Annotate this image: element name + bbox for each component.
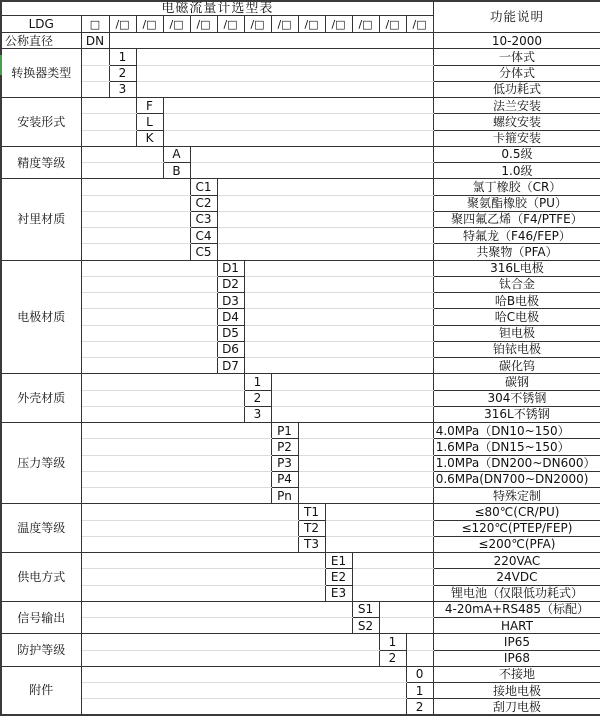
spacer	[81, 666, 406, 682]
spacer	[81, 244, 190, 260]
desc-cell: 1.0级	[433, 163, 600, 179]
spacer	[81, 49, 109, 65]
table-row	[1, 553, 600, 569]
spacer	[81, 650, 379, 666]
code-cell: E3	[325, 585, 352, 601]
table-row	[1, 195, 600, 211]
spacer	[298, 455, 433, 471]
spacer	[406, 634, 433, 650]
table-row	[1, 81, 600, 97]
code-cell: D6	[217, 341, 244, 357]
desc-cell: 低功耗式	[433, 81, 600, 97]
spacer	[163, 98, 433, 114]
spacer	[81, 455, 271, 471]
table-row	[1, 666, 600, 682]
desc-cell: 法兰安装	[433, 98, 600, 114]
code-cell: K	[136, 130, 163, 146]
table-row	[1, 699, 600, 715]
desc-cell: 碳钢	[433, 374, 600, 390]
code-cell: T1	[298, 504, 325, 520]
code-cell: T3	[298, 536, 325, 552]
spacer	[81, 471, 271, 487]
spacer	[81, 260, 217, 276]
spacer	[81, 81, 109, 97]
model-code-slot: /□	[379, 16, 406, 33]
spacer	[379, 618, 433, 634]
table-row	[1, 683, 600, 699]
spacer	[217, 228, 433, 244]
table-row	[1, 618, 600, 634]
desc-column-header: 功能说明	[433, 1, 600, 33]
spacer	[81, 390, 244, 406]
desc-cell: 1.0MPa（DN200~DN600）	[433, 455, 600, 471]
table-row	[1, 504, 600, 520]
table-row	[1, 455, 600, 471]
table-row	[1, 423, 600, 439]
table-row	[1, 276, 600, 292]
table-row	[1, 471, 600, 487]
desc-cell: 铂铱电极	[433, 341, 600, 357]
spacer	[298, 488, 433, 504]
spacer	[81, 163, 163, 179]
spacer	[271, 374, 433, 390]
spacer	[217, 244, 433, 260]
spacer	[379, 601, 433, 617]
table-row	[1, 65, 600, 81]
desc-cell: 特殊定制	[433, 488, 600, 504]
code-cell: D4	[217, 309, 244, 325]
code-cell: 2	[406, 699, 433, 715]
table-row	[1, 309, 600, 325]
model-code-slot: /□	[406, 16, 433, 33]
spacer	[163, 114, 433, 130]
code-cell: P3	[271, 455, 298, 471]
spacer	[81, 488, 271, 504]
code-cell: P2	[271, 439, 298, 455]
desc-cell: HART	[433, 618, 600, 634]
spacer	[81, 293, 217, 309]
code-cell: DN	[81, 33, 109, 49]
code-cell: D2	[217, 276, 244, 292]
model-code-slot: /□	[352, 16, 379, 33]
code-cell: S2	[352, 618, 379, 634]
code-cell: E1	[325, 553, 352, 569]
code-cell: F	[136, 98, 163, 114]
model-code-slot: /□	[298, 16, 325, 33]
model-code-slot: /□	[190, 16, 217, 33]
code-cell: 1	[379, 634, 406, 650]
desc-cell: 钽电极	[433, 325, 600, 341]
desc-cell: 刮刀电极	[433, 699, 600, 715]
desc-cell: 分体式	[433, 65, 600, 81]
code-cell: A	[163, 146, 190, 162]
desc-cell: 钛合金	[433, 276, 600, 292]
table-row	[1, 536, 600, 552]
group-label: 防护等级	[1, 634, 81, 667]
code-cell: 2	[244, 390, 271, 406]
table-row	[1, 374, 600, 390]
desc-cell: IP68	[433, 650, 600, 666]
code-cell: T2	[298, 520, 325, 536]
spacer	[217, 179, 433, 195]
spacer	[81, 276, 217, 292]
model-code-slot: /□	[217, 16, 244, 33]
desc-cell: 220VAC	[433, 553, 600, 569]
table-row	[1, 488, 600, 504]
spacer	[163, 130, 433, 146]
model-prefix: LDG	[1, 16, 81, 33]
table-row	[1, 650, 600, 666]
table-row	[1, 244, 600, 260]
spacer	[81, 358, 217, 374]
table-row	[1, 406, 600, 422]
table-row	[1, 341, 600, 357]
desc-cell: 0.6MPa(DN700~DN2000)	[433, 471, 600, 487]
desc-cell: 螺纹安装	[433, 114, 600, 130]
spacer	[109, 33, 433, 49]
desc-cell: 共聚物（PFA）	[433, 244, 600, 260]
spacer	[81, 65, 109, 81]
spacer	[136, 81, 433, 97]
model-code-slot: /□	[136, 16, 163, 33]
code-cell: 1	[244, 374, 271, 390]
spacer	[81, 618, 352, 634]
desc-cell: ≤200℃(PFA)	[433, 536, 600, 552]
spacer	[81, 601, 352, 617]
code-cell: Pn	[271, 488, 298, 504]
spacer	[190, 146, 433, 162]
model-code-slot: /□	[109, 16, 136, 33]
table-row	[1, 601, 600, 617]
spacer	[352, 569, 433, 585]
spacer	[244, 358, 433, 374]
model-code-slot: /□	[271, 16, 298, 33]
group-label: 安装形式	[1, 98, 81, 147]
desc-cell: 聚氨酯橡胶（PU）	[433, 195, 600, 211]
desc-cell: 接地电极	[433, 683, 600, 699]
spacer	[81, 114, 136, 130]
spacer	[244, 293, 433, 309]
spacer	[81, 211, 190, 227]
code-cell: P4	[271, 471, 298, 487]
model-code-slot: /□	[244, 16, 271, 33]
group-label: 外壳材质	[1, 374, 81, 423]
table-row	[1, 179, 600, 195]
spacer	[325, 536, 433, 552]
desc-cell: 锂电池（仅限低功耗式）	[433, 585, 600, 601]
table-row	[1, 325, 600, 341]
desc-cell: 碳化钨	[433, 358, 600, 374]
table-row	[1, 98, 600, 114]
spacer	[81, 228, 190, 244]
code-cell: 3	[109, 81, 136, 97]
spacer	[81, 634, 379, 650]
table-row	[1, 520, 600, 536]
table-row	[1, 439, 600, 455]
table-row	[1, 146, 600, 162]
code-cell: S1	[352, 601, 379, 617]
group-label: 温度等级	[1, 504, 81, 553]
group-label: 电极材质	[1, 260, 81, 374]
spacer	[81, 553, 325, 569]
spacer	[81, 504, 298, 520]
group-label: 公称直径	[1, 33, 81, 49]
desc-cell: 4.0MPa（DN10~150）	[433, 423, 600, 439]
model-code-slot: /□	[163, 16, 190, 33]
spacer	[81, 569, 325, 585]
spacer	[352, 585, 433, 601]
code-cell: C5	[190, 244, 217, 260]
group-label: 衬里材质	[1, 179, 81, 260]
table-row	[1, 49, 600, 65]
desc-cell: ≤80℃(CR/PU)	[433, 504, 600, 520]
spacer	[352, 553, 433, 569]
spacer	[244, 341, 433, 357]
desc-cell: 0.5级	[433, 146, 600, 162]
table-row	[1, 228, 600, 244]
group-label: 信号输出	[1, 601, 81, 634]
spacer	[298, 423, 433, 439]
desc-cell: 聚四氟乙烯（F4/PTFE）	[433, 211, 600, 227]
code-cell: 1	[406, 683, 433, 699]
spacer	[136, 65, 433, 81]
table-row	[1, 260, 600, 276]
model-box-slot: □	[81, 16, 109, 33]
desc-cell: 一体式	[433, 49, 600, 65]
spacer	[271, 390, 433, 406]
spacer	[81, 98, 136, 114]
desc-cell: 316L不锈钢	[433, 406, 600, 422]
desc-cell: ≤120℃(PTEP/FEP)	[433, 520, 600, 536]
table-row	[1, 358, 600, 374]
desc-cell: 氯丁橡胶（CR）	[433, 179, 600, 195]
code-cell: E2	[325, 569, 352, 585]
table-row	[1, 585, 600, 601]
desc-cell: 1.6MPa（DN15~150）	[433, 439, 600, 455]
code-cell: C1	[190, 179, 217, 195]
desc-cell: 24VDC	[433, 569, 600, 585]
code-cell: 2	[379, 650, 406, 666]
desc-cell: 哈B电极	[433, 293, 600, 309]
code-cell: D5	[217, 325, 244, 341]
desc-cell: 不接地	[433, 666, 600, 682]
desc-cell: 10-2000	[433, 33, 600, 49]
code-cell: 1	[109, 49, 136, 65]
code-cell: C4	[190, 228, 217, 244]
spacer	[190, 163, 433, 179]
title-row	[1, 1, 600, 16]
table-row	[1, 130, 600, 146]
code-cell: D3	[217, 293, 244, 309]
code-cell: 0	[406, 666, 433, 682]
desc-cell: 哈C电极	[433, 309, 600, 325]
spacer	[217, 211, 433, 227]
table-row	[1, 569, 600, 585]
table-row	[1, 293, 600, 309]
spacer	[81, 309, 217, 325]
spacer	[81, 374, 244, 390]
spacer	[217, 195, 433, 211]
code-cell: C3	[190, 211, 217, 227]
table-row	[1, 211, 600, 227]
code-cell: C2	[190, 195, 217, 211]
desc-cell: IP65	[433, 634, 600, 650]
spacer	[325, 504, 433, 520]
desc-cell: 卡箍安装	[433, 130, 600, 146]
spacer	[244, 276, 433, 292]
model-code-slot: /□	[325, 16, 352, 33]
group-label: 供电方式	[1, 553, 81, 602]
group-label: 压力等级	[1, 423, 81, 504]
page-title: 电磁流量计选型表	[1, 1, 433, 16]
spacer	[136, 49, 433, 65]
spacer	[81, 146, 163, 162]
spacer	[81, 130, 136, 146]
group-label: 转换器类型	[1, 49, 81, 98]
desc-cell: 316L电极	[433, 260, 600, 276]
spacer	[81, 585, 325, 601]
code-cell: 3	[244, 406, 271, 422]
spacer	[81, 195, 190, 211]
desc-cell: 304不锈钢	[433, 390, 600, 406]
spacer	[81, 406, 244, 422]
table-row	[1, 390, 600, 406]
spacer	[271, 406, 433, 422]
desc-cell: 4-20mA+RS485（标配）	[433, 601, 600, 617]
spacer	[81, 325, 217, 341]
code-cell: 2	[109, 65, 136, 81]
spacer	[244, 260, 433, 276]
code-cell: D1	[217, 260, 244, 276]
group-label: 精度等级	[1, 146, 81, 179]
spacer	[81, 341, 217, 357]
spacer	[298, 439, 433, 455]
code-cell: P1	[271, 423, 298, 439]
spacer	[81, 520, 298, 536]
spacer	[81, 439, 271, 455]
code-cell: D7	[217, 358, 244, 374]
spacer	[81, 536, 298, 552]
spacer	[298, 471, 433, 487]
code-cell: B	[163, 163, 190, 179]
spacer	[81, 683, 406, 699]
group-label: 附件	[1, 666, 81, 715]
left-edge-artifact	[0, 55, 2, 75]
table-row	[1, 634, 600, 650]
spacer	[81, 699, 406, 715]
spacer	[81, 179, 190, 195]
spacer	[244, 309, 433, 325]
table-row	[1, 33, 600, 49]
table-row	[1, 163, 600, 179]
spacer	[325, 520, 433, 536]
code-cell: L	[136, 114, 163, 130]
desc-cell: 特氟龙（F46/FEP）	[433, 228, 600, 244]
spacer	[244, 325, 433, 341]
spacer	[406, 650, 433, 666]
spacer	[81, 423, 271, 439]
table-row	[1, 114, 600, 130]
